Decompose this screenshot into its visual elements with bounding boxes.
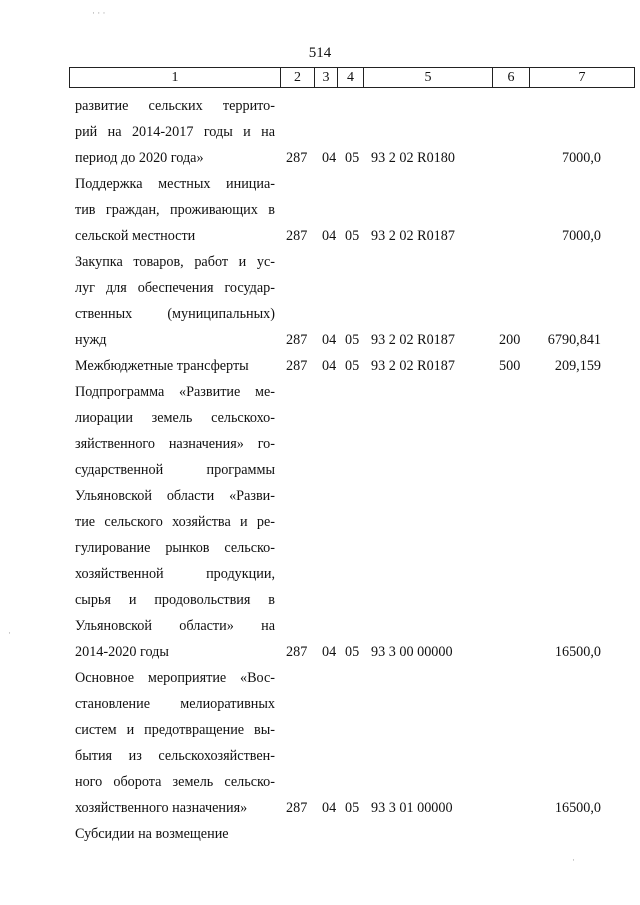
cell-c4: 05 [345, 150, 360, 166]
column-header-row [70, 68, 635, 88]
cell-c2: 287 [286, 800, 308, 816]
cell-c4: 05 [345, 358, 360, 374]
row-description-text: Закупка товаров, работ и ус- [75, 254, 275, 270]
table-row-line [75, 509, 605, 535]
row-description-text: хозяйственного назначения» [75, 800, 248, 816]
row-description-text: тив граждан, проживающих в [75, 202, 275, 218]
column-header-table [69, 67, 635, 88]
row-description-text: Ульяновской области «Разви- [75, 488, 275, 504]
cell-c2: 287 [286, 644, 308, 660]
table-row-line [75, 327, 605, 353]
table-row-line [75, 639, 605, 665]
table-row-line [75, 457, 605, 483]
cell-c7: 6790,841 [547, 332, 601, 348]
cell-c5: 93 3 01 00000 [371, 800, 453, 816]
table-row-line [75, 535, 605, 561]
row-description-text: систем и предотвращение вы- [75, 722, 275, 738]
column-header: 1 [70, 68, 281, 88]
cell-c7: 7000,0 [561, 228, 601, 244]
row-description-text: Ульяновской области» на [75, 618, 275, 634]
row-description-text: нужд [75, 332, 107, 348]
row-description-text: гулирование рынков сельско- [75, 540, 275, 556]
table-row-line [75, 717, 605, 743]
row-description-text: хозяйственной продукции, [75, 566, 275, 582]
column-header: 2 [281, 68, 315, 88]
column-header: 4 [338, 68, 364, 88]
table-row-line [75, 301, 605, 327]
row-description-text: период до 2020 года» [75, 150, 204, 166]
row-description-text: луг для обеспечения государ- [75, 280, 275, 296]
row-description-text: ного оборота земель сельско- [75, 774, 275, 790]
table-row-line [75, 379, 605, 405]
row-description-text: сырья и продовольствия в [75, 592, 275, 608]
cell-c5: 93 2 02 R0187 [371, 228, 455, 244]
cell-c7: 16500,0 [554, 644, 601, 660]
cell-c3: 04 [322, 228, 337, 244]
table-row-line [75, 587, 605, 613]
row-description-text: ственных (муниципальных) [75, 306, 275, 322]
table-row-line [75, 405, 605, 431]
cell-c2: 287 [286, 150, 308, 166]
cell-c4: 05 [345, 332, 360, 348]
row-description-text: лиорации земель сельскохо- [75, 410, 275, 426]
column-header: 7 [530, 68, 635, 88]
cell-c5: 93 2 02 R0187 [371, 358, 455, 374]
row-description-text: тие сельского хозяйства и ре- [75, 514, 275, 530]
table-row-line [75, 821, 605, 847]
table-row-line [75, 795, 605, 821]
cell-c3: 04 [322, 332, 337, 348]
cell-c4: 05 [345, 228, 360, 244]
budget-table-body [75, 93, 605, 847]
row-description-text: Поддержка местных инициа- [75, 176, 275, 192]
table-row-line [75, 665, 605, 691]
row-description-text: сударственной программы [75, 462, 275, 478]
row-description-text: 2014-2020 годы [75, 644, 169, 660]
table-row-line [75, 561, 605, 587]
table-row-line [75, 769, 605, 795]
cell-c3: 04 [322, 644, 337, 660]
cell-c5: 93 2 02 R0180 [371, 150, 455, 166]
table-row-line [75, 145, 605, 171]
table-row-line [75, 93, 605, 119]
table-row-line [75, 171, 605, 197]
cell-c7: 7000,0 [561, 150, 601, 166]
cell-c5: 93 3 00 00000 [371, 644, 453, 660]
row-description-text: Подпрограмма «Развитие ме- [75, 384, 275, 400]
row-description-text: зяйственного назначения» го- [75, 436, 275, 452]
cell-c2: 287 [286, 332, 308, 348]
table-row-line [75, 483, 605, 509]
cell-c6: 500 [499, 358, 521, 374]
table-row-line [75, 353, 605, 379]
scan-artifact: · · · [92, 8, 106, 18]
row-description-text: становление мелиоративных [75, 696, 275, 712]
cell-c7: 16500,0 [554, 800, 601, 816]
cell-c7: 209,159 [554, 358, 601, 374]
column-header: 3 [315, 68, 338, 88]
column-header: 6 [493, 68, 530, 88]
column-header: 5 [364, 68, 493, 88]
cell-c2: 287 [286, 228, 308, 244]
scan-artifact: · [8, 628, 11, 638]
cell-c4: 05 [345, 800, 360, 816]
row-description-text: Основное мероприятие «Вос- [75, 670, 275, 686]
table-row-line [75, 613, 605, 639]
table-row-line [75, 223, 605, 249]
scan-artifact: · [572, 855, 575, 865]
cell-c4: 05 [345, 644, 360, 660]
table-row-line [75, 197, 605, 223]
table-row-line [75, 691, 605, 717]
row-description-text: бытия из сельскохозяйствен- [75, 748, 275, 764]
row-description-text: рий на 2014-2017 годы и на [75, 124, 275, 140]
cell-c3: 04 [322, 358, 337, 374]
cell-c3: 04 [322, 800, 337, 816]
cell-c6: 200 [499, 332, 521, 348]
table-row-line [75, 743, 605, 769]
page-number: 514 [308, 45, 332, 61]
cell-c3: 04 [322, 150, 337, 166]
row-description-text: сельской местности [75, 228, 196, 244]
row-description-text: развитие сельских террито- [75, 98, 275, 114]
table-row-line [75, 431, 605, 457]
row-description-text: Межбюджетные трансферты [75, 358, 249, 374]
table-row-line [75, 249, 605, 275]
row-description-text: Субсидии на возмещение [75, 826, 229, 842]
table-row-line [75, 119, 605, 145]
cell-c5: 93 2 02 R0187 [371, 332, 455, 348]
cell-c2: 287 [286, 358, 308, 374]
table-row-line [75, 275, 605, 301]
